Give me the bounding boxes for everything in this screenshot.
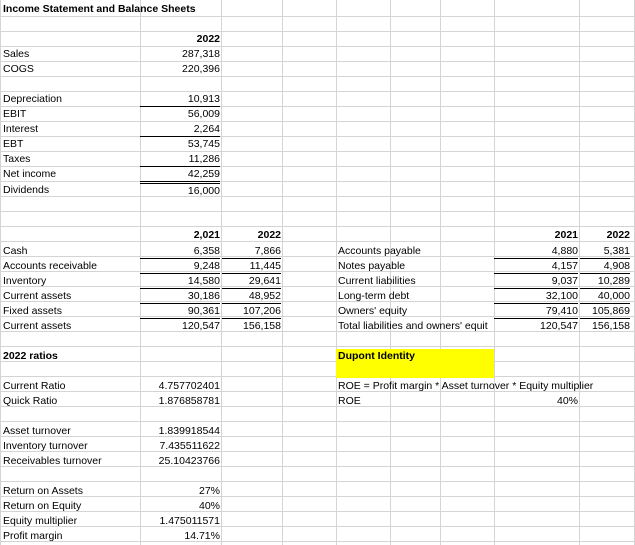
liab-row-v2[interactable]: 5,381 bbox=[580, 244, 630, 259]
asset-row-v2[interactable]: 107,206 bbox=[222, 304, 281, 319]
liab-row-v2[interactable]: 105,869 bbox=[580, 304, 630, 319]
dupont-heading[interactable]: Dupont Identity bbox=[336, 349, 494, 378]
equity-multiplier-value[interactable]: 1.475011571 bbox=[159, 515, 220, 527]
asset-row-v2[interactable]: 11,445 bbox=[222, 259, 281, 274]
ebt-value[interactable]: 53,745 bbox=[187, 138, 220, 150]
asset-turnover-label[interactable]: Asset turnover bbox=[3, 425, 71, 437]
receivables-turnover-label[interactable]: Receivables turnover bbox=[3, 455, 102, 467]
asset-row-v2[interactable]: 7,866 bbox=[222, 244, 281, 259]
taxes-value[interactable]: 11,286 bbox=[140, 152, 220, 167]
ebit-label[interactable]: EBIT bbox=[3, 108, 27, 120]
liab-row-label[interactable]: Owners' equity bbox=[338, 305, 408, 317]
asset-row-v1[interactable]: 6,358 bbox=[140, 244, 220, 259]
receivables-turnover-value[interactable]: 25.10423766 bbox=[158, 455, 220, 467]
ebit-value[interactable]: 56,009 bbox=[187, 108, 220, 120]
profit-margin-label[interactable]: Profit margin bbox=[3, 530, 63, 542]
liab-row-label[interactable]: Total liabilities and owners' equit bbox=[338, 320, 488, 332]
cogs-value[interactable]: 220,396 bbox=[182, 63, 220, 75]
sheet-title[interactable]: Income Statement and Balance Sheets bbox=[3, 3, 196, 15]
asset-turnover-value[interactable]: 1.839918544 bbox=[158, 425, 220, 437]
dupont-roe-label[interactable]: ROE bbox=[338, 395, 361, 407]
depreciation-value[interactable]: 10,913 bbox=[140, 92, 220, 107]
inventory-turnover-label[interactable]: Inventory turnover bbox=[3, 440, 88, 452]
asset-row-v2[interactable]: 156,158 bbox=[243, 320, 281, 332]
equity-multiplier-label[interactable]: Equity multiplier bbox=[3, 515, 78, 527]
sales-label[interactable]: Sales bbox=[3, 48, 30, 60]
asset-row-v2[interactable]: 29,641 bbox=[222, 274, 281, 289]
ratios-heading[interactable]: 2022 ratios bbox=[3, 350, 58, 362]
liab-row-v1[interactable]: 120,547 bbox=[540, 320, 578, 332]
asset-row-v1[interactable]: 14,580 bbox=[140, 274, 220, 289]
interest-label[interactable]: Interest bbox=[3, 123, 39, 135]
ebt-label[interactable]: EBT bbox=[3, 138, 24, 150]
liab-row-label[interactable]: Accounts payable bbox=[338, 245, 421, 257]
asset-row-label[interactable]: Fixed assets bbox=[3, 305, 62, 317]
assets-year1-header[interactable]: 2,021 bbox=[193, 229, 220, 241]
income-year-header[interactable]: 2022 bbox=[196, 33, 220, 45]
asset-row-v1[interactable]: 9,248 bbox=[140, 259, 220, 274]
asset-row-label[interactable]: Current assets bbox=[3, 290, 72, 302]
liab-row-v2[interactable]: 40,000 bbox=[580, 289, 630, 304]
roa-label[interactable]: Return on Assets bbox=[3, 485, 83, 497]
quick-ratio-label[interactable]: Quick Ratio bbox=[3, 395, 58, 407]
liab-year1-header[interactable]: 2021 bbox=[554, 229, 578, 241]
current-ratio-label[interactable]: Current Ratio bbox=[3, 380, 66, 392]
asset-row-label[interactable]: Accounts receivable bbox=[3, 260, 97, 272]
asset-row-v2[interactable]: 48,952 bbox=[222, 289, 281, 304]
liab-row-label[interactable]: Current liabilities bbox=[338, 275, 416, 287]
liab-row-v1[interactable]: 4,880 bbox=[494, 244, 578, 259]
net-income-label[interactable]: Net income bbox=[3, 168, 57, 180]
liab-row-v2[interactable]: 156,158 bbox=[592, 320, 630, 332]
dividends-value[interactable]: 16,000 bbox=[187, 185, 220, 197]
sales-value[interactable]: 287,318 bbox=[182, 48, 220, 60]
asset-row-label[interactable]: Inventory bbox=[3, 275, 47, 287]
roa-value[interactable]: 27% bbox=[198, 485, 220, 497]
dupont-roe-value[interactable]: 40% bbox=[556, 395, 578, 407]
asset-row-label[interactable]: Current assets bbox=[3, 320, 72, 332]
profit-margin-value[interactable]: 14.71% bbox=[184, 530, 220, 542]
dupont-formula[interactable]: ROE = Profit margin * Asset turnover * Equity multiplier bbox=[338, 380, 594, 392]
inventory-turnover-value[interactable]: 7.435511622 bbox=[159, 440, 220, 452]
asset-row-v1[interactable]: 30,186 bbox=[140, 289, 220, 304]
liab-row-v1[interactable]: 32,100 bbox=[494, 289, 578, 304]
cogs-label[interactable]: COGS bbox=[3, 63, 34, 75]
liab-row-v2[interactable]: 4,908 bbox=[580, 259, 630, 274]
roe-label[interactable]: Return on Equity bbox=[3, 500, 82, 512]
liab-year2-header[interactable]: 2022 bbox=[606, 229, 630, 241]
liab-row-v1[interactable]: 79,410 bbox=[494, 304, 578, 319]
liab-row-v1[interactable]: 4,157 bbox=[494, 259, 578, 274]
taxes-label[interactable]: Taxes bbox=[3, 153, 31, 165]
asset-row-label[interactable]: Cash bbox=[3, 245, 28, 257]
roe-value[interactable]: 40% bbox=[198, 500, 220, 512]
liab-row-v2[interactable]: 10,289 bbox=[580, 274, 630, 289]
depreciation-label[interactable]: Depreciation bbox=[3, 93, 62, 105]
assets-year2-header[interactable]: 2022 bbox=[257, 229, 281, 241]
liab-row-v1[interactable]: 9,037 bbox=[494, 274, 578, 289]
interest-value[interactable]: 2,264 bbox=[140, 122, 220, 137]
current-ratio-value[interactable]: 4.757702401 bbox=[158, 380, 220, 392]
asset-row-v1[interactable]: 120,547 bbox=[182, 320, 220, 332]
dividends-label[interactable]: Dividends bbox=[3, 184, 50, 196]
liab-row-label[interactable]: Long-term debt bbox=[338, 290, 410, 302]
quick-ratio-value[interactable]: 1.876858781 bbox=[158, 395, 220, 407]
net-income-value[interactable]: 42,259 bbox=[140, 167, 220, 184]
liab-row-label[interactable]: Notes payable bbox=[338, 260, 406, 272]
asset-row-v1[interactable]: 90,361 bbox=[140, 304, 220, 319]
